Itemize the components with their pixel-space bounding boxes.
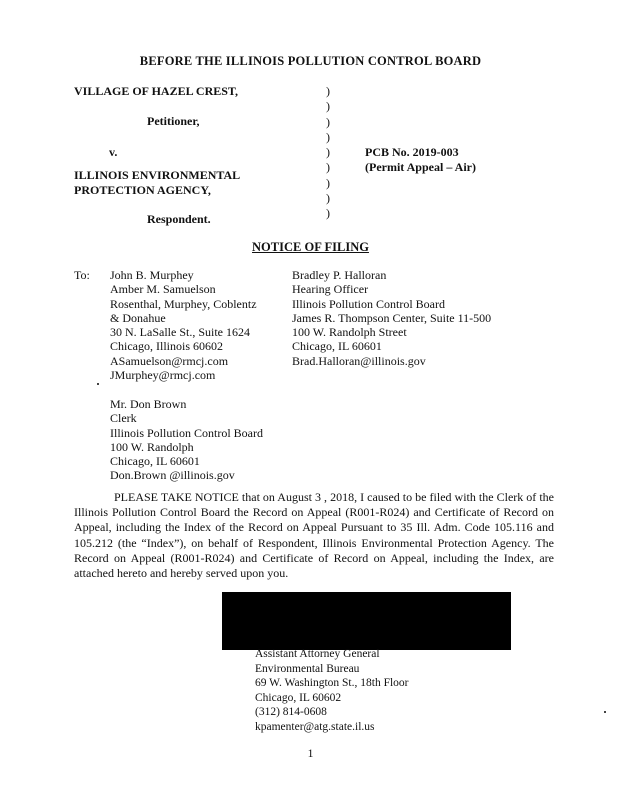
- signature-line: Assistant Attorney General: [255, 648, 380, 660]
- case-type: (Permit Appeal – Air): [365, 160, 476, 174]
- recipient-block-hearing-officer: [292, 268, 491, 368]
- case-number: PCB No. 2019-003: [365, 145, 459, 159]
- recipient-block-clerk: [110, 397, 263, 483]
- caption-paren: ): [326, 160, 330, 175]
- email-link[interactable]: Don.Brown @illinois.gov: [110, 468, 235, 483]
- caption-paren: ): [326, 114, 330, 129]
- notice-title: NOTICE OF FILING: [252, 240, 369, 254]
- address-line: Chicago, IL 60601: [110, 454, 200, 469]
- address-line: John B. Murphey: [110, 268, 194, 282]
- address-line: Illinois Pollution Control Board: [292, 296, 446, 311]
- address-line: Rosenthal, Murphey, Coblentz: [110, 296, 257, 311]
- to-label: To:: [74, 268, 90, 282]
- email-link[interactable]: ASamuelson@rmcj.com: [110, 353, 229, 368]
- address-line: James R. Thompson Center, Suite 11-500: [292, 310, 492, 325]
- signature-line: 69 W. Washington St., 18th Floor: [255, 677, 409, 690]
- caption-paren: ): [326, 191, 330, 206]
- email-link[interactable]: kpamenter@atg.state.il.us: [255, 720, 375, 733]
- scan-speck: [97, 383, 99, 385]
- notice-paragraph: PLEASE TAKE NOTICE that on August 3 , 2018, I caused to be filed with the Clerk of the Illinois Pollution Control Board the Record on Appeal (R001-R024) and Certificate of Record on Appeal, including the Index of the Record on Appeal Pursuant to 35 Ill. Adm. Code 105.116 and 105.212 (the “Index”), on behalf of Respondent, Illinois Environmental Protection Agency. The Record on Appeal (R001-R024) and Certificate of Record on Appeal, including the Index, are attached hereto and hereby served upon you.: [74, 490, 554, 581]
- address-line: 30 N. LaSalle St., Suite 1624: [110, 325, 250, 340]
- address-line: 100 W. Randolph Street: [292, 325, 407, 340]
- caption-paren: ): [326, 99, 330, 114]
- address-line: & Donahue: [110, 310, 166, 325]
- signature-line: (312) 814-0608: [255, 706, 327, 719]
- signature-line: Chicago, IL 60602: [255, 691, 342, 704]
- court-heading: BEFORE THE ILLINOIS POLLUTION CONTROL BOARD: [139, 54, 482, 68]
- address-line: Illinois Pollution Control Board: [110, 425, 264, 440]
- caption-paren: ): [326, 206, 330, 221]
- signature-block: [255, 647, 409, 735]
- caption-parentheses: [326, 84, 330, 222]
- address-line: Amber M. Samuelson: [110, 282, 216, 297]
- address-line: Hearing Officer: [292, 282, 369, 297]
- address-line: Bradley P. Halloran: [292, 268, 387, 282]
- caption-paren: ): [326, 129, 330, 144]
- respondent-name-line2: PROTECTION AGENCY,: [74, 183, 211, 197]
- respondent-name-line1: ILLINOIS ENVIRONMENTAL: [74, 168, 241, 182]
- address-line: 100 W. Randolph: [110, 439, 194, 454]
- redaction-block: [222, 592, 511, 650]
- signature-line: Environmental Bureau: [255, 662, 360, 675]
- versus-label: v.: [109, 145, 118, 159]
- caption-paren: ): [326, 175, 330, 190]
- address-line: Chicago, IL 60601: [292, 339, 382, 354]
- recipient-block-counsel: [110, 268, 257, 382]
- respondent-role: Respondent.: [147, 212, 211, 226]
- petitioner-name: VILLAGE OF HAZEL CREST,: [74, 84, 239, 98]
- address-line: Chicago, Illinois 60602: [110, 339, 223, 354]
- address-line: Clerk: [110, 411, 137, 426]
- address-line: Mr. Don Brown: [110, 397, 187, 411]
- scan-speck: [604, 711, 606, 713]
- petitioner-role: Petitioner,: [147, 114, 200, 128]
- caption-paren: ): [326, 84, 330, 98]
- email-link[interactable]: JMurphey@rmcj.com: [110, 368, 216, 383]
- page-number: 1: [307, 746, 314, 760]
- caption-paren: ): [326, 145, 330, 160]
- email-link[interactable]: Brad.Halloran@illinois.gov: [292, 353, 426, 368]
